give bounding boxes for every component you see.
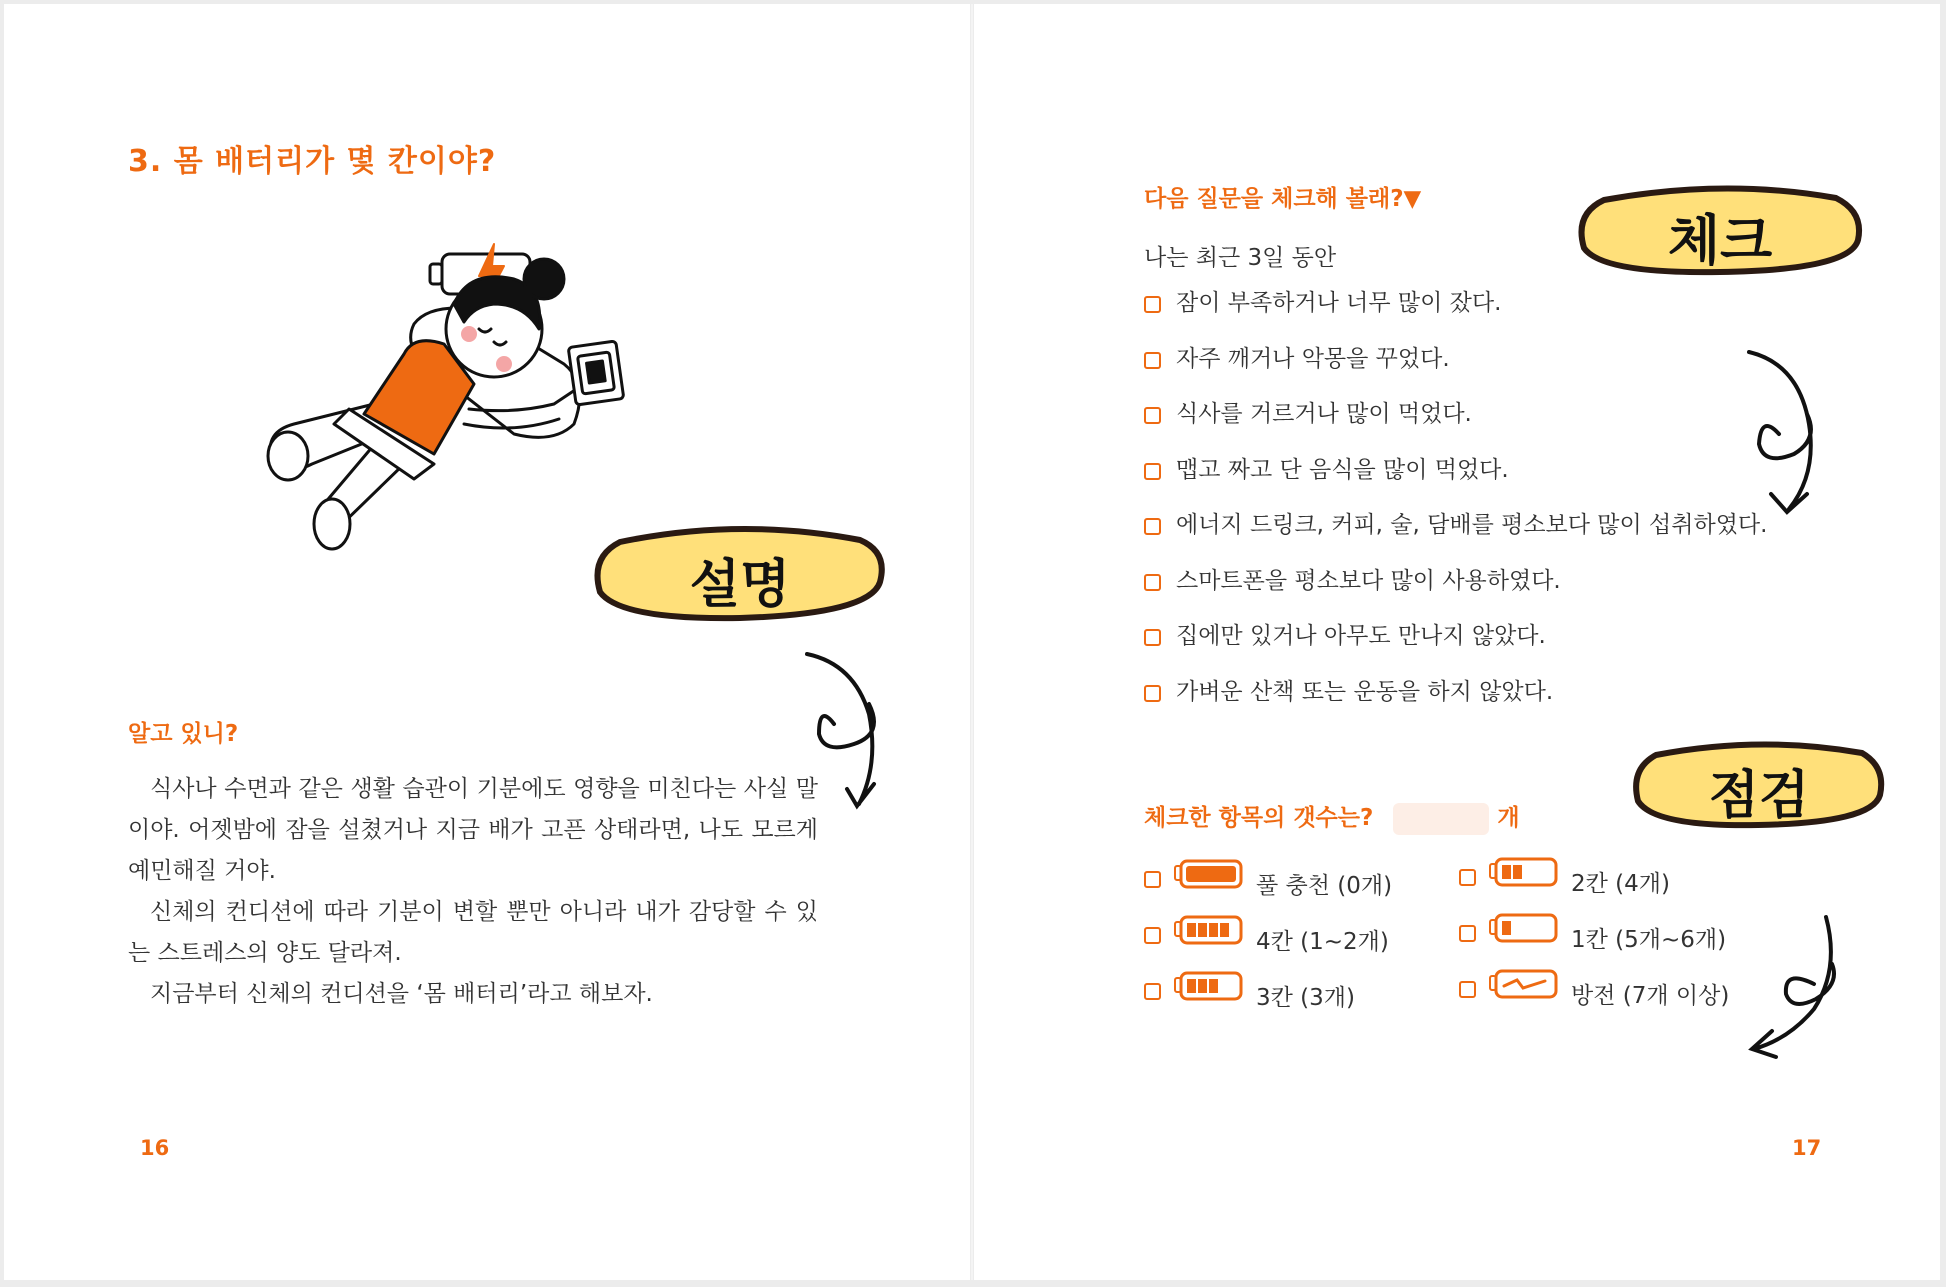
checkbox[interactable] [1459, 869, 1476, 886]
paragraph-3: 지금부터 신체의 컨디션을 ‘몸 배터리’라고 해보자. [150, 981, 653, 1007]
checkbox[interactable] [1144, 463, 1161, 480]
question-item[interactable]: 잠이 부족하거나 너무 많이 잤다. [1144, 289, 1767, 345]
badge-review: 점검 [1630, 739, 1888, 833]
checkbox[interactable] [1459, 925, 1476, 942]
page-number: 17 [1792, 1136, 1822, 1160]
question-item[interactable]: 자주 깨거나 악몽을 꾸었다. [1144, 345, 1767, 401]
question-list [1144, 289, 1767, 733]
intro-text: 나는 최근 3일 동안 [1144, 245, 1337, 271]
chapter-title: 3. 몸 배터리가 몇 칸이야? [128, 144, 497, 179]
badge-explanation: 설명 [590, 522, 890, 626]
checkbox[interactable] [1144, 574, 1161, 591]
question-item[interactable]: 식사를 거르거나 많이 먹었다. [1144, 400, 1767, 456]
checkbox[interactable] [1144, 983, 1161, 1000]
question-item[interactable]: 에너지 드링크, 커피, 술, 담배를 평소보다 많이 섭취하였다. [1144, 511, 1767, 567]
paragraph-1: 식사나 수면과 같은 생활 습관이 기분에도 영향을 미친다는 사실 말이야. 어젯밤에 잠을 설쳤거나 지금 배가 고픈 상태라면, 나도 모르게 예민해질 거야. [128, 776, 818, 884]
count-answer-field[interactable] [1393, 803, 1489, 835]
count-unit: 개 [1497, 805, 1520, 831]
question-item[interactable]: 가벼운 산책 또는 운동을 하지 않았다. [1144, 678, 1767, 734]
count-row [1144, 799, 1520, 835]
battery-4-icon [1174, 915, 1244, 955]
checkbox[interactable] [1144, 296, 1161, 313]
checkbox[interactable] [1144, 871, 1161, 888]
battery-full-icon [1174, 859, 1244, 899]
count-label: 체크한 항목의 갯수는? [1144, 805, 1374, 831]
battery-3-icon [1174, 971, 1244, 1011]
question-title: 다음 질문을 체크해 볼래?▼ [1144, 186, 1422, 212]
question-item[interactable]: 집에만 있거나 아무도 만나지 않았다. [1144, 622, 1767, 678]
curly-arrow-icon [1739, 344, 1829, 524]
checkbox[interactable] [1144, 352, 1161, 369]
badge-check: 체크 [1574, 182, 1866, 280]
checkbox[interactable] [1144, 407, 1161, 424]
battery-1-icon [1489, 913, 1559, 953]
checkbox[interactable] [1144, 629, 1161, 646]
checkbox[interactable] [1144, 518, 1161, 535]
question-item[interactable]: 맵고 짜고 단 음식을 많이 먹었다. [1144, 456, 1767, 512]
left-page [4, 4, 970, 1280]
battery-2-icon [1489, 857, 1559, 897]
paragraph-2: 신체의 컨디션에 따라 기분이 변할 뿐만 아니라 내가 감당할 수 있는 스트레스의 양도 달라져. [128, 899, 818, 966]
checkbox[interactable] [1459, 981, 1476, 998]
battery-empty-icon [1489, 969, 1559, 1009]
curly-arrow-icon [1744, 909, 1854, 1064]
checkbox[interactable] [1144, 685, 1161, 702]
right-page: 다음 질문을 체크해 볼래?▼ 체크 나는 최근 3일 동안 잠이 부족하거나 너무 많이 잤다. 자주 깨거나 악몽을 꾸었다. 식사를 거르거나 많이 먹었다. 맵고 짜고 단 음식을 많이 먹었다. 에너지 드링크, 커피, 술, 담배를 평소보다 많이 섭취하였다. 스마트폰을 평소보다 많이 사용하였다. 집에만 있거나 아무도 만나지 않았다. 가벼운 산책 또는 운동을 하지 않았다. 점검 체크한 항목의 갯수는? 개 풀 충천 (0개) 4칸 (1~2개) 3칸 (3개) 2칸 (4개) 1칸 (5개~6개) 방전 (7개 이상) 17 [974, 4, 1940, 1280]
checkbox[interactable] [1144, 927, 1161, 944]
page-number: 16 [140, 1136, 170, 1160]
section-title: 알고 있니? [128, 721, 239, 747]
question-item[interactable]: 스마트폰을 평소보다 많이 사용하였다. [1144, 567, 1767, 623]
body-text [128, 769, 818, 1015]
